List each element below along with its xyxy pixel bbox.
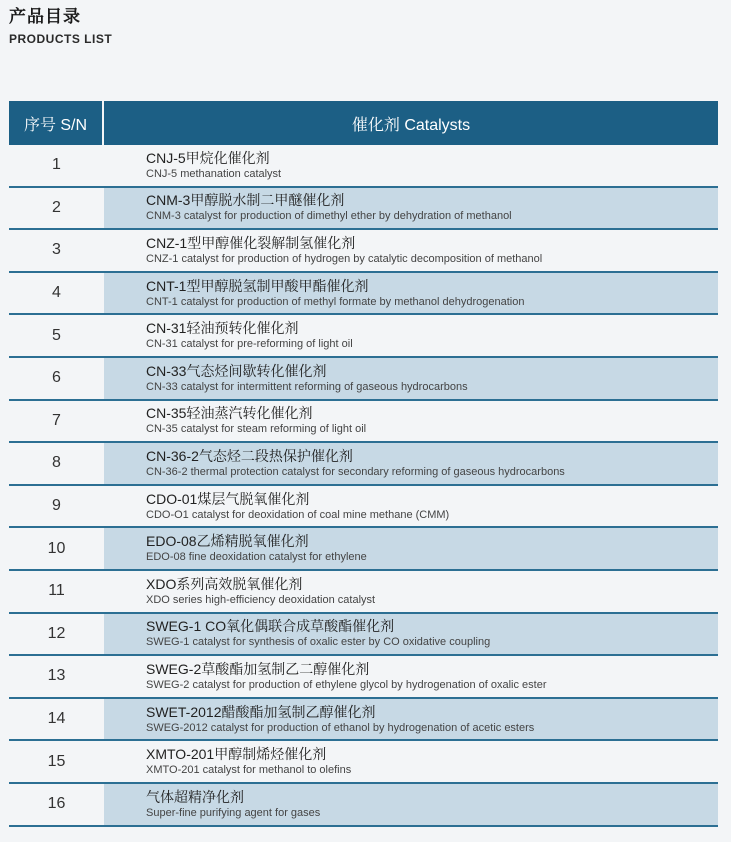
- row-sn: 16: [9, 784, 104, 825]
- row-sn: 15: [9, 741, 104, 782]
- catalyst-name-en: CNM-3 catalyst for production of dimethyl ether by dehydration of methanol: [146, 210, 512, 223]
- row-catalyst: [104, 315, 718, 356]
- catalyst-name-cn: 气体超精净化剂: [146, 788, 244, 805]
- row-sn: 8: [9, 443, 104, 484]
- table-row: [9, 571, 718, 614]
- header-catalysts: 催化剂 Catalysts: [351, 116, 471, 134]
- catalyst-name-cn: CN-36-2气态烃二段热保护催化剂: [146, 447, 353, 464]
- table-row: [9, 528, 718, 571]
- row-sn: 13: [9, 656, 104, 697]
- row-sn: 14: [9, 699, 104, 740]
- catalyst-name-en: Super-fine purifying agent for gases: [146, 806, 321, 819]
- table-row: [9, 656, 718, 699]
- products-table: [9, 101, 718, 827]
- table-row: [9, 401, 718, 444]
- catalyst-name-en: CN-31 catalyst for pre-reforming of light oil: [146, 338, 353, 351]
- table-row: [9, 741, 718, 784]
- catalyst-name-cn: XDO系列高效脱氧催化剂: [146, 575, 303, 592]
- row-catalyst: [104, 358, 718, 399]
- catalyst-name-en: CNT-1 catalyst for production of methyl formate by methanol dehydrogenation: [146, 295, 525, 308]
- row-catalyst: [104, 741, 718, 782]
- row-sn: 1: [9, 145, 104, 186]
- row-sn: 2: [9, 188, 104, 229]
- row-catalyst: [104, 230, 718, 271]
- row-sn: 9: [9, 486, 104, 527]
- catalyst-name-en: SWEG-2 catalyst for production of ethylene glycol by hydrogenation of oxalic ester: [146, 678, 547, 691]
- table-row: [9, 188, 718, 231]
- catalyst-name-cn: CN-31轻油预转化催化剂: [146, 320, 299, 337]
- catalyst-name-cn: CN-35轻油蒸汽转化催化剂: [146, 405, 313, 422]
- page-title-en: PRODUCTS LIST: [9, 32, 113, 46]
- table-row: [9, 443, 718, 486]
- table-row: [9, 273, 718, 316]
- catalyst-name-cn: CDO-01煤层气脱氧催化剂: [146, 490, 310, 507]
- row-catalyst: [104, 784, 718, 825]
- row-catalyst: [104, 188, 718, 229]
- catalyst-name-en: SWEG-1 catalyst for synthesis of oxalic ester by CO oxidative coupling: [146, 636, 491, 649]
- catalyst-name-en: XMTO-201 catalyst for methanol to olefins: [146, 764, 352, 777]
- catalyst-name-cn: SWEG-1 CO氧化偶联合成草酸酯催化剂: [146, 618, 395, 635]
- table-body: [9, 145, 718, 827]
- row-catalyst: [104, 528, 718, 569]
- page-heading: [9, 6, 112, 47]
- page-title-cn: 产品目录: [9, 7, 81, 26]
- table-row: [9, 614, 718, 657]
- table-row: [9, 145, 718, 188]
- catalyst-name-en: CN-35 catalyst for steam reforming of light oil: [146, 423, 367, 436]
- catalyst-name-cn: SWET-2012醋酸酯加氢制乙醇催化剂: [146, 703, 376, 720]
- row-catalyst: [104, 571, 718, 612]
- row-catalyst: [104, 699, 718, 740]
- catalyst-name-en: CNJ-5 methanation catalyst: [146, 167, 282, 180]
- table-header: [9, 101, 718, 145]
- header-sn: 序号 S/N: [9, 101, 104, 145]
- catalyst-name-cn: SWEG-2草酸酯加氢制乙二醇催化剂: [146, 660, 370, 677]
- catalyst-name-cn: EDO-08乙烯精脱氧催化剂: [146, 533, 309, 550]
- catalyst-name-cn: CNM-3甲醇脱水制二甲醚催化剂: [146, 192, 345, 209]
- catalyst-name-en: EDO-08 fine deoxidation catalyst for ethylene: [146, 551, 367, 564]
- catalyst-name-cn: CNT-1型甲醇脱氢制甲酸甲酯催化剂: [146, 277, 369, 294]
- catalyst-name-en: XDO series high-efficiency deoxidation catalyst: [146, 593, 376, 606]
- table-row: [9, 486, 718, 529]
- row-sn: 12: [9, 614, 104, 655]
- row-sn: 10: [9, 528, 104, 569]
- catalyst-name-en: CNZ-1 catalyst for production of hydrogen by catalytic decomposition of methanol: [146, 252, 543, 265]
- catalyst-name-cn: XMTO-201甲醇制烯烃催化剂: [146, 746, 327, 763]
- table-row: [9, 784, 718, 827]
- row-sn: 6: [9, 358, 104, 399]
- catalyst-name-cn: CNZ-1型甲醇催化裂解制氢催化剂: [146, 234, 356, 251]
- row-catalyst: [104, 614, 718, 655]
- table-row: [9, 699, 718, 742]
- row-catalyst: [104, 145, 718, 186]
- table-row: [9, 230, 718, 273]
- row-sn: 3: [9, 230, 104, 271]
- catalyst-name-en: CN-36-2 thermal protection catalyst for secondary reforming of gaseous hydrocarbons: [146, 465, 565, 478]
- row-sn: 11: [9, 571, 104, 612]
- row-catalyst: [104, 443, 718, 484]
- catalyst-name-en: CN-33 catalyst for intermittent reforming of gaseous hydrocarbons: [146, 380, 468, 393]
- row-catalyst: [104, 656, 718, 697]
- catalyst-name-en: SWEG-2012 catalyst for production of ethanol by hydrogenation of acetic esters: [146, 721, 535, 734]
- row-catalyst: [104, 401, 718, 442]
- row-catalyst: [104, 273, 718, 314]
- catalyst-name-cn: CN-33气态烃间歇转化催化剂: [146, 362, 327, 379]
- row-catalyst: [104, 486, 718, 527]
- catalyst-name-en: CDO-O1 catalyst for deoxidation of coal mine methane (CMM): [146, 508, 450, 521]
- table-row: [9, 358, 718, 401]
- catalyst-name-cn: CNJ-5甲烷化催化剂: [146, 149, 270, 166]
- row-sn: 5: [9, 315, 104, 356]
- row-sn: 4: [9, 273, 104, 314]
- row-sn: 7: [9, 401, 104, 442]
- table-row: [9, 315, 718, 358]
